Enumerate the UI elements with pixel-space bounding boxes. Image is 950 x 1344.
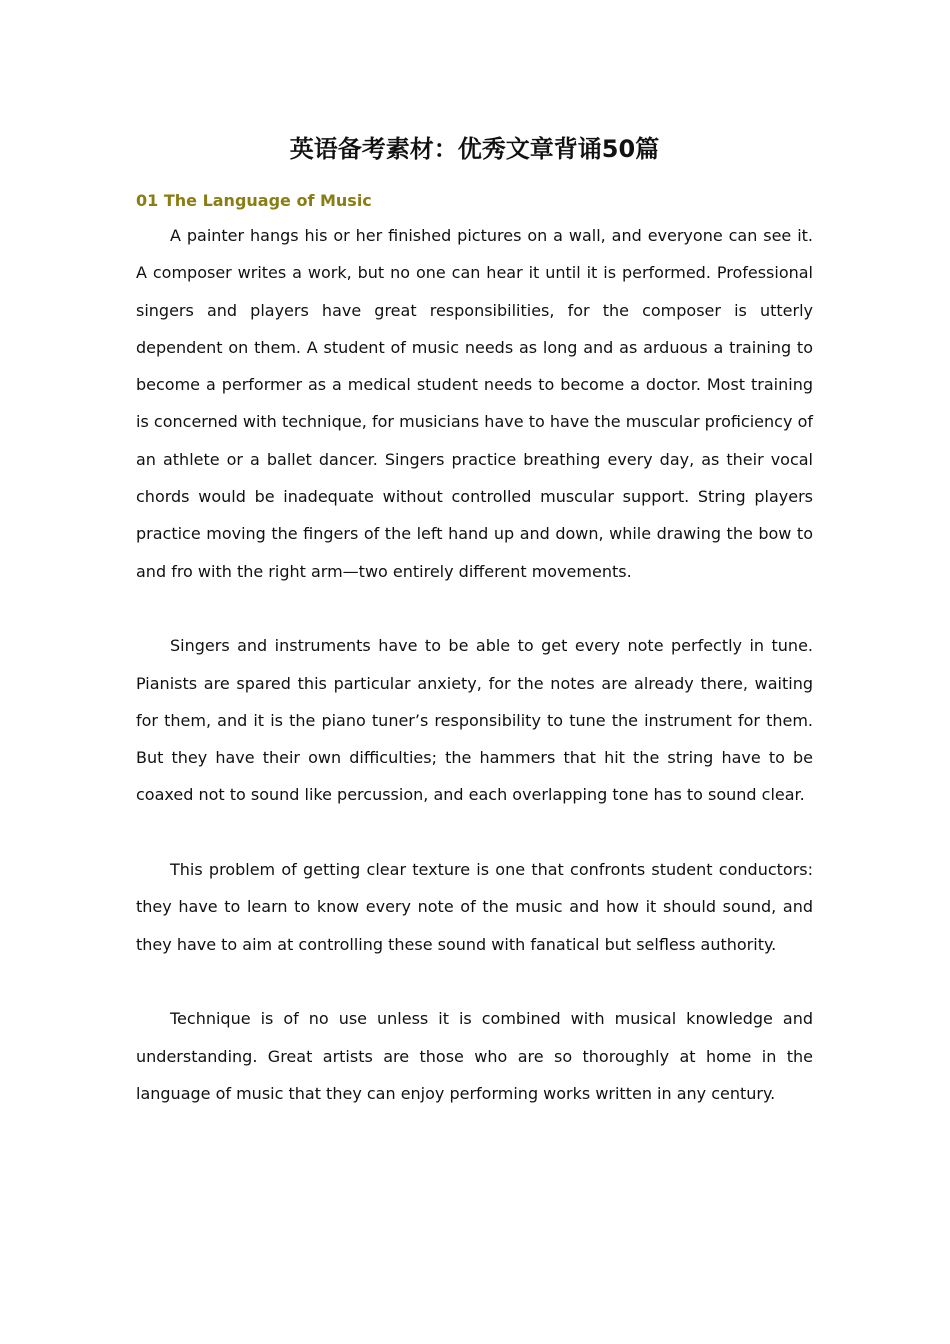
paragraph: Singers and instruments have to be able to get every note perfectly in tune. Pianists are spared this particular anxiety, for the notes are already there, waiting for them, and it is the piano tuner’s responsibility to tune the instrument for them. But they have their own difficulties; the hammers that hit the string have to be coaxed not to sound like percussion, and each overlapping tone has to sound clear. [136,636,813,805]
document-title: 英语备考素材：优秀文章背诵50篇 [289,135,660,163]
paragraph: Technique is of no use unless it is combined with musical knowledge and understanding. Great artists are those who are so thoroughly at home in the language of music that they can enjoy performing works written in any century. [136,1009,813,1103]
paragraph: A painter hangs his or her finished pictures on a wall, and everyone can see it. A composer writes a work, but no one can hear it until it is performed. Professional singers and players have great responsibilities, for the composer is utterly dependent on them. A student of music needs as long and as arduous a training to become a performer as a medical student needs to become a doctor. Most training is concerned with technique, for musicians have to have the muscular proficiency of an athlete or a ballet dancer. Singers practice breathing every day, as their vocal chords would be inadequate without controlled muscular support. String players practice moving the fingers of the left hand up and down, while drawing the bow to and fro with the right arm—two entirely different movements. [136,226,813,581]
paragraph: This problem of getting clear texture is one that confronts student conductors: they have to learn to know every note of the music and how it should sound, and they have to aim at controlling these sound with fanatical but selfless authority. [136,860,813,954]
section-heading: 01 The Language of Music [136,191,372,210]
article-body [136,217,813,1149]
